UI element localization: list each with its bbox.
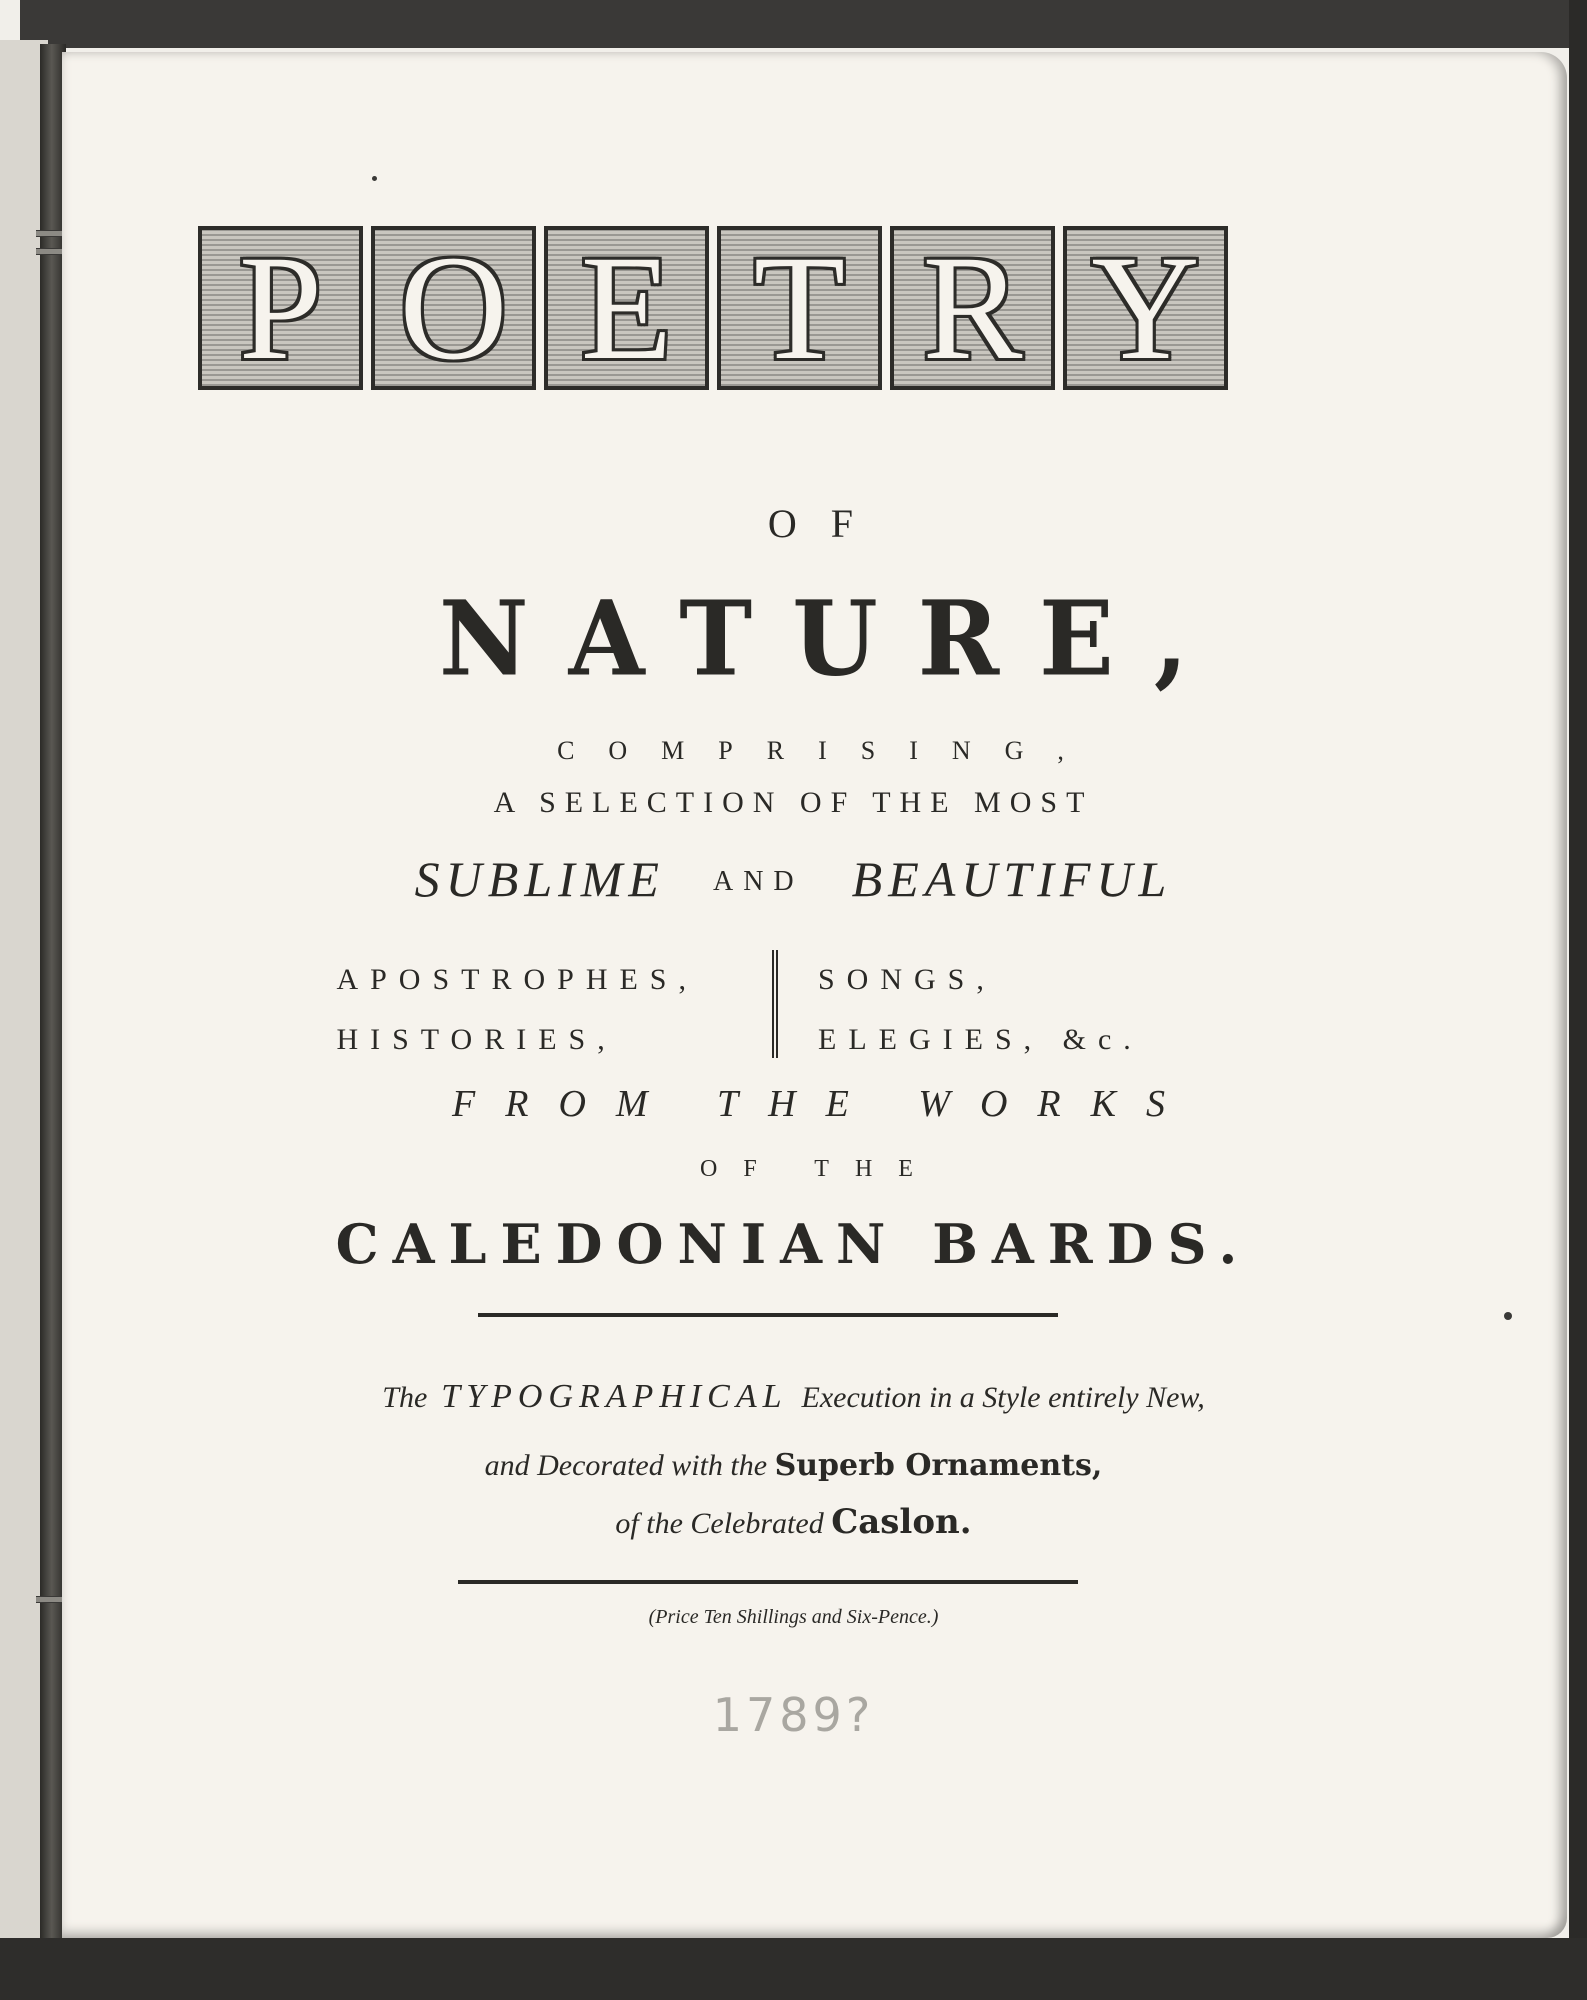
pencil-annotation: 1789? [712,1688,875,1742]
column-divider [772,950,778,1058]
imprint-text: of the Celebrated [615,1507,824,1540]
line-of-the: OF THE [700,1156,939,1182]
line-comprising: COMPRISING, [557,736,1098,765]
title-letter: E [580,225,673,391]
title-letter: T [753,225,846,391]
title-letter: P [238,225,323,391]
genre-item: APOSTROPHES, [336,963,698,996]
title-letter: O [399,225,508,391]
imprint-caps: TYPOGRAPHICAL [441,1378,788,1415]
title-letter-box [198,226,363,390]
genre-item: SONGS, [818,963,996,996]
title-poetry [198,226,1228,390]
title-letter: Y [1091,225,1200,391]
scan-bottom-edge [0,1938,1587,2000]
word-sublime: SUBLIME [414,851,665,907]
genre-column-right [818,950,1143,1070]
imprint-line-3 [0,1502,1587,1542]
line-nature: NATURE, [439,579,1228,700]
line-caledonian-bards: CALEDONIAN BARDS. [335,1212,1252,1276]
title-letter-box [371,226,536,390]
imprint-line-1 [0,1378,1587,1416]
imprint-text: The [382,1381,428,1414]
imprint-caslon: Caslon. [831,1502,972,1542]
horizontal-rule [478,1313,1058,1317]
title-letter-box [717,226,882,390]
title-letter-box [890,226,1055,390]
imprint-ornaments: Superb Ornaments, [774,1448,1103,1483]
word-and: AND [712,866,804,897]
scan-top-edge [20,0,1587,48]
genre-column-left [336,950,698,1070]
imprint-text: and Decorated with the [484,1449,768,1482]
genre-columns [330,950,1230,1060]
word-beautiful: BEAUTIFUL [851,851,1173,907]
title-letter-box [544,226,709,390]
paper-speck [372,176,377,181]
genre-item: HISTORIES, [336,1023,617,1056]
line-selection: A SELECTION OF THE MOST [493,786,1094,819]
genre-item: ELEGIES, &c. [818,1023,1143,1056]
imprint-text: Execution in a Style entirely New, [801,1381,1205,1414]
horizontal-rule [458,1580,1078,1584]
line-of: OF [767,501,888,546]
title-letter-box [1063,226,1228,390]
price-line: (Price Ten Shillings and Six-Pence.) [648,1606,939,1628]
imprint-line-2 [0,1448,1587,1483]
title-letter: R [922,225,1023,391]
line-from-the-works: FROM THE WORKS [452,1083,1195,1125]
paper-speck [1504,1312,1512,1320]
line-sublime-beautiful [0,850,1587,908]
